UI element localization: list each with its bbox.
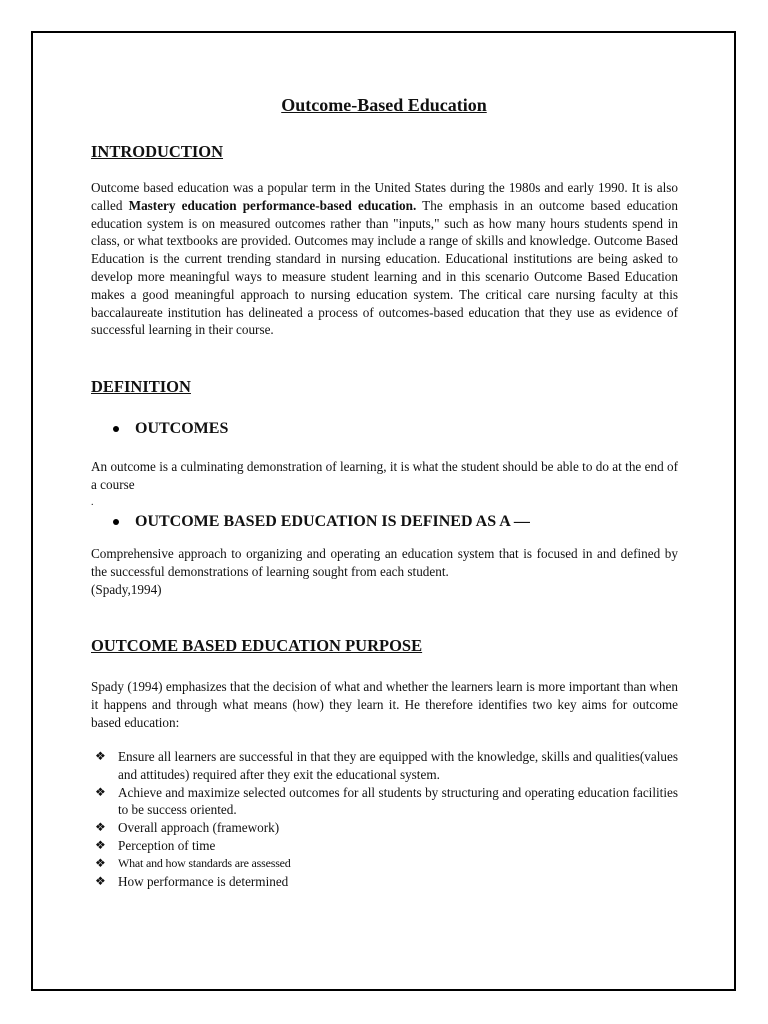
list-item-text: How performance is determined [118, 873, 289, 889]
obe-definition [91, 545, 678, 598]
stray-mark: . [91, 497, 94, 508]
diamond-bullet-icon: ❖ [95, 749, 106, 763]
obe-label: OUTCOME BASED EDUCATION IS DEFINED AS A — [135, 513, 530, 530]
obe-bullet-heading [113, 513, 530, 531]
diamond-bullet-icon: ❖ [95, 820, 106, 835]
diamond-bullet-icon: ❖ [95, 855, 106, 870]
purpose-list [95, 748, 678, 890]
obe-citation: (Spady,1994) [91, 581, 162, 597]
introduction-text-rest: The emphasis in an outcome based education education system is on measured outcomes rather than "inputs," such as how many hours students spend in class, or what textbooks are provided. Outcomes may include a range of skills and knowledge. Outcome Based Education is the current trending standard in nursing education. Educational institutions are being asked to develop more meaningful ways to measure student learning and in this scenario Outcome Based Education makes a good meaningful approach to nursing education system. The critical care nursing faculty at this baccalaureate institution has delineated a process of outcomes-based education that they use as evidence of successful learning in their course. [91, 197, 678, 338]
list-item [95, 837, 678, 855]
purpose-paragraph: Spady (1994) emphasizes that the decision of what and whether the learners learn is more important than when it happens and through what means (how) they learn it. He therefore identifies two key aims for outcome based education: [91, 679, 678, 730]
document-title: Outcome-Based Education [281, 95, 487, 115]
list-item-text: What and how standards are assessed [118, 855, 291, 870]
diamond-bullet-icon: ❖ [95, 837, 106, 852]
definition-heading: DEFINITION [91, 377, 191, 396]
introduction-bold-term: Mastery education performance-based education. [128, 197, 417, 213]
list-item [95, 784, 678, 820]
diamond-bullet-icon: ❖ [95, 784, 106, 799]
introduction-heading: INTRODUCTION [91, 142, 224, 161]
introduction-text-start: Outcome based education was a popular term in the United States during the 1980s and early 1990. It is also called [91, 180, 678, 213]
list-item [95, 873, 678, 891]
outcomes-definition: An outcome is a culminating demonstration of learning, it is what the student should be able to do at the end of a course [91, 459, 678, 492]
outcomes-label: OUTCOMES [135, 420, 229, 437]
introduction-paragraph [91, 179, 678, 339]
diamond-bullet-icon: ❖ [95, 873, 106, 888]
purpose-heading: OUTCOME BASED EDUCATION PURPOSE [91, 636, 423, 655]
list-item-text: Perception of time [118, 837, 216, 853]
bullet-dot-icon [113, 519, 119, 525]
list-item [95, 819, 678, 837]
list-item [95, 748, 678, 784]
obe-definition-text: Comprehensive approach to organizing and operating an education system that is focused in and defined by the successful demonstrations of learning sought from each student. [91, 546, 678, 579]
bullet-dot-icon [113, 426, 119, 432]
list-item-text: Overall approach (framework) [118, 820, 280, 836]
list-item-text: Achieve and maximize selected outcomes for all students by structuring and operating education facilities to be success oriented. [118, 784, 678, 818]
list-item-text: Ensure all learners are successful in that they are equipped with the knowledge, skills and qualities(values and attitudes) required after they exit the educational system. [118, 749, 678, 782]
list-item [95, 855, 678, 873]
outcomes-bullet-heading [113, 420, 228, 438]
